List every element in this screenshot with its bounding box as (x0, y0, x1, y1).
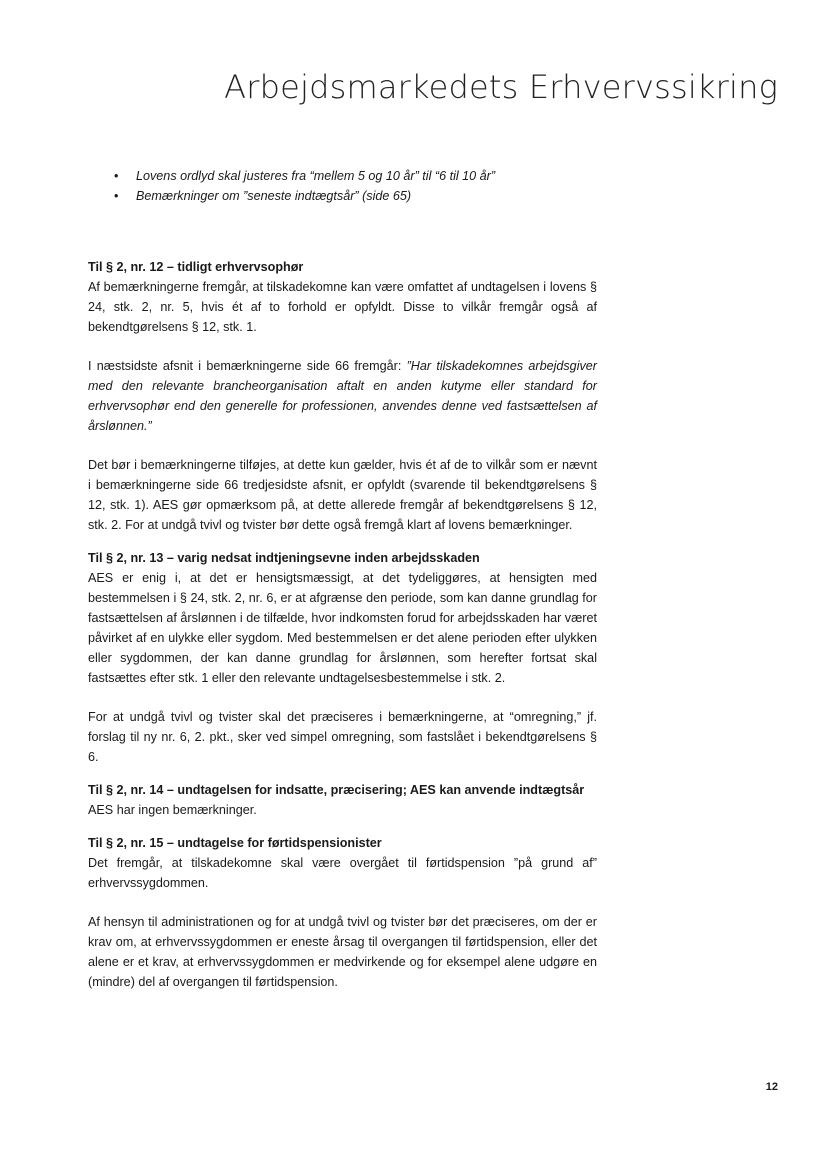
bullet-item (88, 166, 597, 186)
quoted-text: ”Har tilskadekomnes arbejdsgiver med den relevante brancheorganisation aftalt en anden kutyme eller standard for erhvervsophør end den generelle for professionen, anvendes denne ved fastsættelsen af årslønnen.” (88, 359, 597, 433)
paragraph: Af bemærkningerne fremgår, at tilskadekomne kan være omfattet af undtagelsen i lovens § 24, stk. 2, nr. 5, hvis ét af to forhold er opfyldt. Disse to vilkår fremgår også af bekendtgørelsens § 12, stk. 1. (88, 280, 597, 334)
paragraph: AES er enig i, at det er hensigtsmæssigt, at det tydeliggøres, at hensigten med bestemmelsen i § 24, stk. 2, nr. 6, er at afgrænse den periode, som kan danne grundlag for fastsættelsen af årslønnen i de tilfælde, hvor indkomsten forud for arbejdsskaden har været påvirket af en ulykke eller sygdom. Med bestemmelsen er det alene perioden efter ulykken eller sygdommen, der kan danne grundlag for årslønnen, som herefter fortsat skal fastsættes efter stk. 1 eller den relevante undtagelsesbestemmelse i stk. 2. (88, 571, 597, 685)
section-heading: Til § 2, nr. 13 – varig nedsat indtjeningsevne inden arbejdsskaden (88, 551, 480, 565)
section-heading: Til § 2, nr. 14 – undtagelsen for indsatte, præcisering; AES kan anvende indtægtsår (88, 783, 585, 797)
bullet-list (88, 166, 597, 206)
bullet-text: Lovens ordlyd skal justeres fra “mellem 5 og 10 år” til “6 til 10 år” (136, 169, 496, 183)
section-heading: Til § 2, nr. 15 – undtagelse for førtidspensionister (88, 836, 382, 850)
section-nr-13 (88, 548, 597, 767)
paragraph-intro: I næstsidste afsnit i bemærkningerne side 66 fremgår: (88, 359, 407, 373)
section-nr-12 (88, 257, 597, 535)
paragraph: Af hensyn til administrationen og for at undgå tvivl og tvister bør det præciseres, om der er krav om, at erhvervssygdommen er eneste årsag til overgangen til førtidspension, eller det alene er et krav, at erhvervssygdommen er medvirkende og for eksempel alene udgøre en (mindre) del af overgangen til førtidspension. (88, 915, 597, 989)
section-nr-14 (88, 780, 597, 820)
bullet-icon: • (114, 169, 119, 183)
bullet-icon: • (114, 189, 119, 203)
section-heading: Til § 2, nr. 12 – tidligt erhvervsophør (88, 260, 304, 274)
paragraph: Det bør i bemærkningerne tilføjes, at dette kun gælder, hvis ét af de to vilkår som er nævnt i bemærkningerne side 66 tredjesidste afsnit, er opfyldt (svarende til bekendtgørelsens § 12, stk. 1). AES gør opmærksom på, at dette allerede fremgår af bekendtgørelsens § 12, stk. 2. For at undgå tvivl og tvister bør dette også fremgå klart af lovens bemærkninger. (88, 458, 597, 532)
paragraph: For at undgå tvivl og tvister skal det præciseres i bemærkningerne, at “omregning,” jf. forslag til ny nr. 6, 2. pkt., sker ved simpel omregning, som fastslået i bekendtgørelsens § 6. (88, 710, 597, 764)
bullet-text: Bemærkninger om ”seneste indtægtsår” (side 65) (136, 189, 412, 203)
paragraph: AES har ingen bemærkninger. (88, 803, 257, 817)
document-body (88, 166, 597, 992)
header-title: Arbejdsmarkedets Erhvervssikring (224, 68, 778, 106)
paragraph: Det fremgår, at tilskadekomne skal være overgået til førtidspension ”på grund af” erhvervssygdommen. (88, 856, 597, 890)
section-nr-15 (88, 833, 597, 992)
bullet-item (88, 186, 597, 206)
paragraph-with-quote (88, 356, 597, 436)
page-number: 12 (765, 1081, 778, 1093)
